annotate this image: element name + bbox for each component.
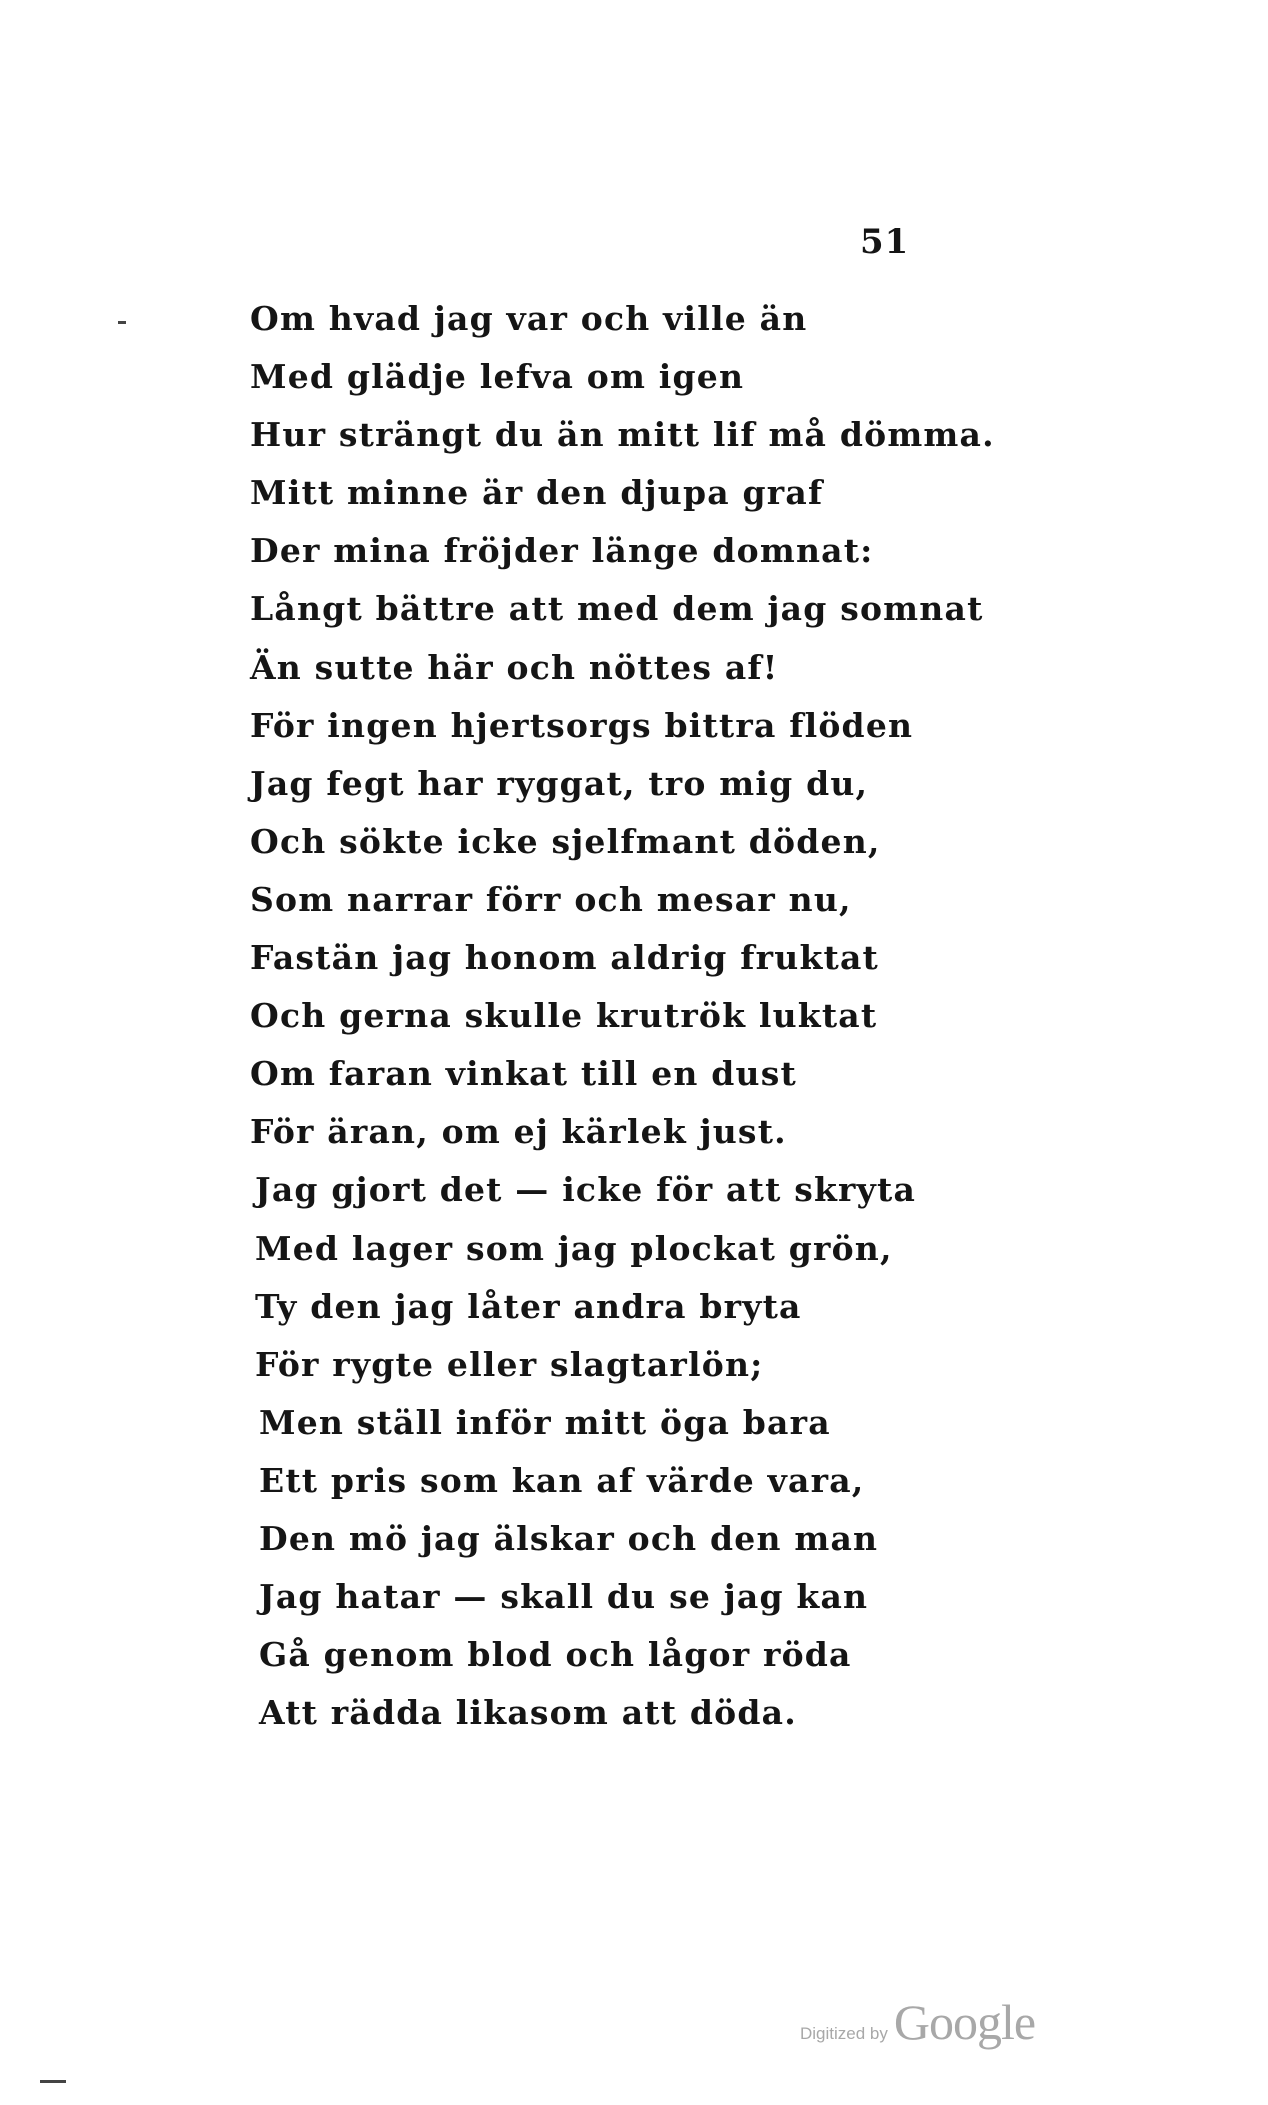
poem-line: Hur strängt du än mitt lif må dömma. — [250, 415, 995, 455]
poem-line: Med lager som jag plockat grön, — [255, 1228, 893, 1268]
poem-line: Der mina fröjder länge domnat: — [250, 531, 874, 571]
digitized-by-watermark — [800, 1993, 1035, 2051]
poem-line: Ty den jag låter andra bryta — [255, 1286, 802, 1326]
poem-line: Än sutte här och nöttes af! — [250, 647, 779, 687]
poem-line: Som narrar förr och mesar nu, — [250, 879, 852, 919]
poem-line: Gå genom blod och lågor röda — [259, 1635, 852, 1675]
poem-line: Jag hatar — skall du se jag kan — [259, 1577, 869, 1617]
poem-line: Mitt minne är den djupa graf — [250, 473, 824, 513]
scan-speck — [118, 321, 126, 324]
poem-line: Den mö jag älskar och den man — [259, 1518, 879, 1558]
poem-line: Om faran vinkat till en dust — [250, 1054, 797, 1094]
poem-line: Och gerna skulle krutrök luktat — [250, 996, 878, 1036]
poem-line: För ingen hjertsorgs bittra flöden — [250, 705, 914, 745]
poem-line: Ett pris som kan af värde vara, — [259, 1460, 865, 1500]
poem-line: Men ställ inför mitt öga bara — [259, 1402, 831, 1442]
poem-line: Med glädje lefva om igen — [250, 357, 745, 397]
poem-line: Långt bättre att med dem jag somnat — [250, 589, 984, 629]
scan-speck — [40, 2080, 66, 2083]
digitized-label: Digitized by — [800, 2024, 888, 2043]
poem-line: Fastän jag honom aldrig fruktat — [250, 938, 879, 978]
poem-line: Att rädda likasom att döda. — [259, 1693, 797, 1733]
poem-line: Jag gjort det — icke för att skryta — [255, 1170, 917, 1210]
page-number: 51 — [860, 222, 910, 262]
poem-line: Jag fegt har ryggat, tro mig du, — [250, 763, 869, 803]
poem-line: Och sökte icke sjelfmant döden, — [250, 821, 881, 861]
poem-line: För äran, om ej kärlek just. — [250, 1112, 787, 1152]
google-logo: Google — [893, 1994, 1036, 2050]
poem-text — [250, 290, 1210, 1742]
poem-line: För rygte eller slagtarlön; — [255, 1344, 764, 1384]
poem-line: Om hvad jag var och ville än — [250, 299, 808, 338]
